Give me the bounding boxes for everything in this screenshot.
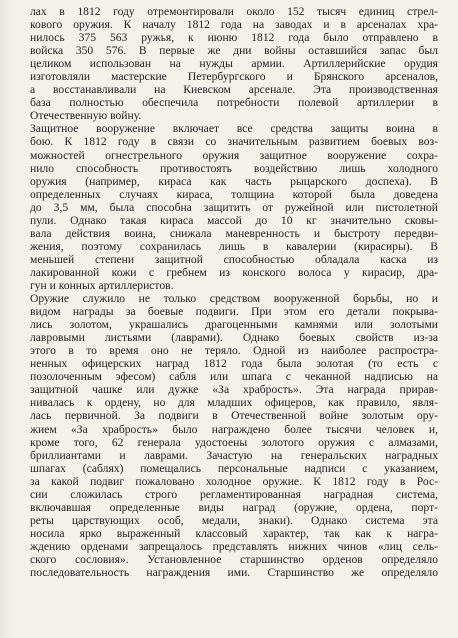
body-text: [30, 5, 438, 579]
text-line: бриллиантами и лаврами. Зачастую на генеральских наградных: [30, 448, 438, 462]
text-line: за какой подвиг пожаловано холодное оружие. К 1812 году в Рос-: [30, 474, 438, 488]
text-line: жения, поэтому сохранилась лишь в кавалерии (кирасиры). В: [30, 239, 438, 253]
text-line: целиком использован на нужды армии. Артиллерийские орудия: [30, 57, 438, 71]
text-line: лавровыми листьями (лаврами). Однако боевых свойств из-за: [30, 331, 438, 345]
text-line: до 3,5 мм, была способна защитить от ружейной или пистолетной: [30, 200, 438, 214]
text-line: жием «За храбрость» было награждено более тысячи человек и,: [30, 422, 438, 436]
text-line: нило способность противостоять воздействию лишь холодного: [30, 161, 438, 175]
text-line: видом награды за боевые подвиги. При этом его детали покрыва-: [30, 305, 438, 319]
text-line: вала действия воина, снижала маневренность и быстроту передви-: [30, 226, 438, 240]
text-line: пули. Однако такая кираса массой до 10 кг значительно сковы-: [30, 213, 438, 227]
text-line: определенных случаях кираса, толщина которой была доведена: [30, 187, 438, 201]
paragraph: [30, 292, 438, 579]
text-line: кроме того, 62 генерала удостоены золотого оружия с алмазами,: [30, 435, 438, 449]
text-line: оружия (например, кираса как часть рыцарского доспеха). В: [30, 174, 438, 188]
text-line: носила ярко выраженный классовый характер, так как к награ-: [30, 526, 438, 540]
text-line: реты царствующих особ, медали, знаки). Однако система эта: [30, 513, 438, 527]
text-line: нилось 375 563 ружья, к июню 1812 года было отправлено в: [30, 31, 438, 45]
text-line: включавшая определенные виды наград (оружие, ордена, порт-: [30, 500, 438, 514]
text-line: защитной чашке или дужке «За храбрость». Эта награда прирав-: [30, 383, 438, 397]
text-line: Защитное вооружение включает все средства защиты воина в: [30, 122, 438, 136]
text-line: позолоченным эфесом) сабля или шпага с чеканной надписью на: [30, 370, 438, 384]
text-line: этого в то время оно не теряло. Одной из наиболее распростра-: [30, 344, 438, 358]
text-line: лись золотом, украшались драгоценными камнями или золотыми: [30, 318, 438, 332]
text-line: шпагах (саблях) помещались персональные надписи с указанием,: [30, 461, 438, 475]
text-line: база полностью обеспечила потребности полевой артиллерии в: [30, 96, 438, 110]
text-line: изготовляли мастерские Петербургского и Брянского арсеналов,: [30, 70, 438, 84]
text-line: можностей огнестрельного оружия защитное вооружение сохра-: [30, 148, 438, 162]
text-line: а восстанавливали на Киевском арсенале. Эта производственная: [30, 83, 438, 97]
text-line: ского сословия». Установленное старшинство орденов определяло: [30, 552, 438, 566]
text-line: меньшей степени защитной способностью обладала каска из: [30, 252, 438, 266]
text-line: войска 350 576. В первые же дни войны оставшийся запас был: [30, 44, 438, 58]
text-line: лакированной кожи с гребнем из конского волоса у кирасир, дра-: [30, 265, 438, 279]
text-line: Оружие служило не только средством вооруженной борьбы, но и: [30, 292, 438, 306]
text-line: бою. К 1812 году в связи со значительным развитием боевых воз-: [30, 135, 438, 149]
paragraph: [30, 122, 438, 292]
text-line: лась первичной. За подвиги в Отечественной войне золотым ору-: [30, 409, 438, 423]
text-line: гун и конных артиллеристов.: [30, 278, 174, 292]
text-line: сии сложилась строго регламентированная наградная система,: [30, 487, 438, 501]
text-line: ненных офицерских наград 1812 года была золотая (то есть с: [30, 357, 438, 371]
text-line: Отечественную войну.: [30, 109, 142, 123]
text-line: лах в 1812 году отремонтировали около 152 тысяч единиц стрел-: [30, 5, 438, 18]
text-line: последовательность награждения ими. Старшинство же определяло: [30, 566, 438, 580]
text-line: нивалась к ордену, но для младших офицеров, как правило, явля-: [30, 396, 438, 410]
text-line: ждению орденами запрещалось представлять нижних чинов «лиц сель-: [30, 539, 438, 553]
text-line: кового оружия. К началу 1812 года на заводах и в арсеналах хра-: [30, 18, 438, 32]
paragraph: [30, 5, 438, 122]
